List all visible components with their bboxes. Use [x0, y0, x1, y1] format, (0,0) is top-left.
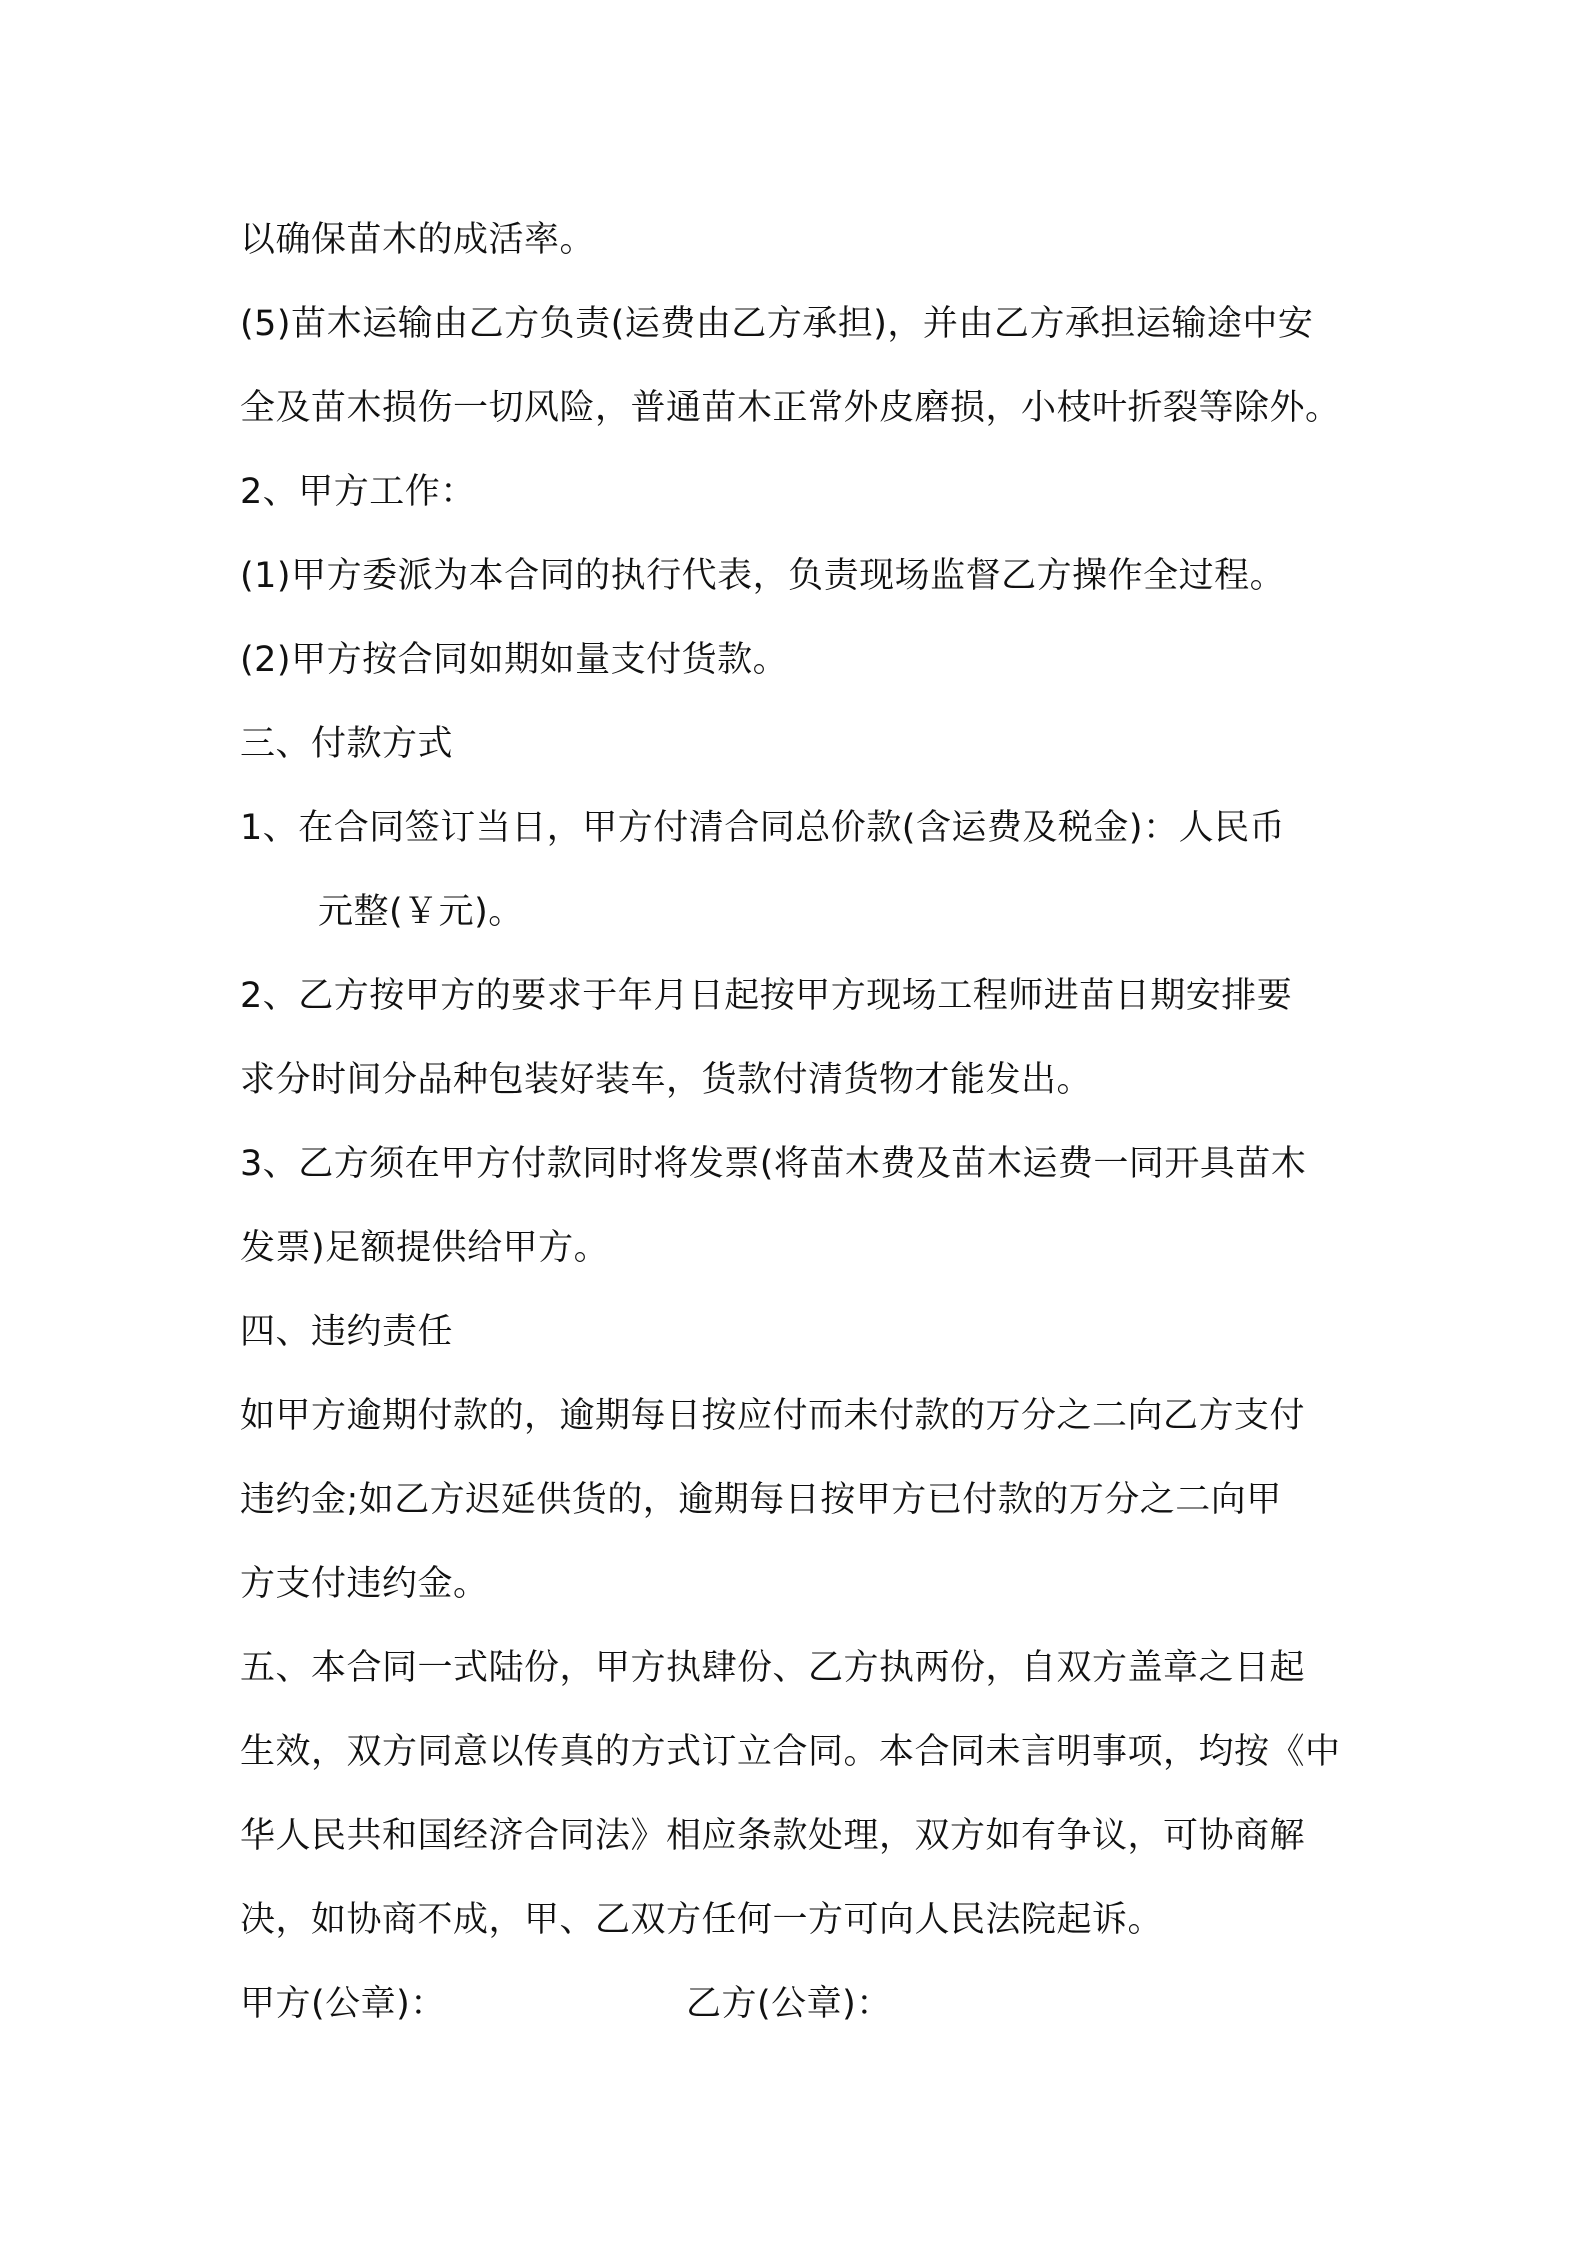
- section-heading: 四、违约责任: [240, 1312, 454, 1352]
- text-line: 全及苗木损伤一切风险，普通苗木正常外皮磨损，小枝叶折裂等除外。: [240, 388, 1341, 428]
- text-line: 2、乙方按甲方的要求于年月日起按甲方现场工程师进苗日期安排要: [240, 976, 1293, 1016]
- text-line: 元整(￥元)。: [318, 892, 524, 932]
- text-line: 3、乙方须在甲方付款同时将发票(将苗木费及苗木运费一同开具苗木: [240, 1144, 1307, 1184]
- text-line: 1、在合同签订当日，甲方付清合同总价款(含运费及税金)：人民币: [240, 808, 1286, 848]
- text-line: 华人民共和国经济合同法》相应条款处理，双方如有争议，可协商解: [240, 1816, 1306, 1856]
- text-line: 决，如协商不成，甲、乙双方任何一方可向人民法院起诉。: [240, 1900, 1164, 1940]
- section-heading: 三、付款方式: [240, 724, 454, 764]
- party-a-seal-label: 甲方(公章)：: [240, 1984, 446, 2024]
- text-line: 以确保苗木的成活率。: [240, 220, 596, 260]
- text-line: 发票)足额提供给甲方。: [240, 1228, 610, 1268]
- party-b-seal-label: 乙方(公章)：: [686, 1984, 892, 2024]
- text-line: (5)苗木运输由乙方负责(运费由乙方承担)，并由乙方承担运输途中安: [240, 304, 1314, 344]
- signature-row: [240, 1962, 1360, 2046]
- text-line: 违约金;如乙方迟延供货的，逾期每日按甲方已付款的万分之二向甲: [240, 1480, 1282, 1520]
- contract-body: [240, 198, 1360, 2046]
- text-line: 方支付违约金。: [240, 1564, 489, 1604]
- text-line: 求分时间分品种包装好装车，货款付清货物才能发出。: [240, 1060, 1093, 1100]
- text-line: 如甲方逾期付款的，逾期每日按应付而未付款的万分之二向乙方支付: [240, 1396, 1306, 1436]
- section-heading: 2、甲方工作：: [240, 472, 476, 512]
- text-line: 生效，双方同意以传真的方式订立合同。本合同未言明事项，均按《中: [240, 1732, 1341, 1772]
- text-line: (2)甲方按合同如期如量支付货款。: [240, 640, 789, 680]
- text-line: 五、本合同一式陆份，甲方执肆份、乙方执两份，自双方盖章之日起: [240, 1648, 1306, 1688]
- text-line: (1)甲方委派为本合同的执行代表，负责现场监督乙方操作全过程。: [240, 556, 1286, 596]
